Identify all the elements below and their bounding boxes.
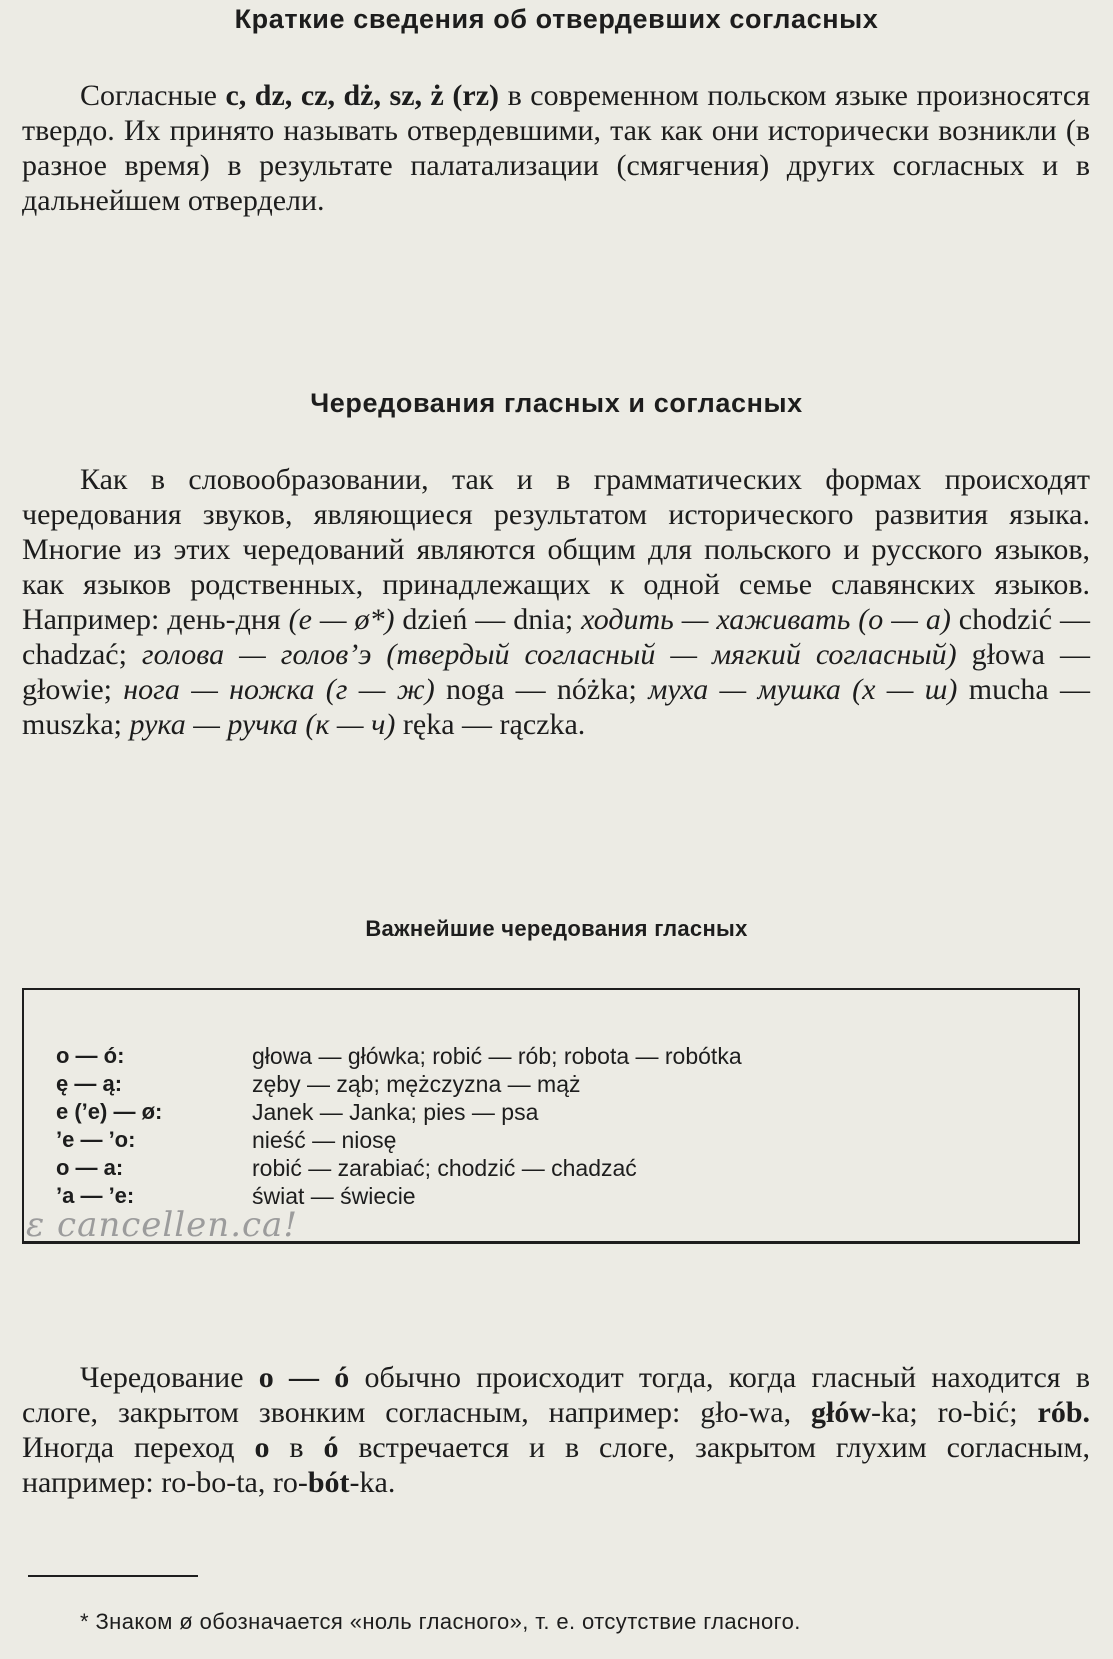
- emphasis: rób.: [1037, 1396, 1091, 1429]
- text-run: обычно происходит тогда, когда гласный находится в слоге, закрытом звонким согласным, например: gło-wa,: [22, 1361, 1090, 1429]
- polish-example: głowa — głowie;: [22, 638, 1090, 706]
- emphasis: bót: [307, 1466, 350, 1499]
- emphasis: o — ó: [258, 1361, 350, 1394]
- alternation-examples: robić — zarabiać; chodzić — chadzać: [252, 1155, 637, 1181]
- alternation-examples: zęby — ząb; mężczyzna — mąż: [252, 1071, 581, 1097]
- emphasis: ó: [323, 1431, 339, 1464]
- text-run: Иногда переход: [22, 1431, 255, 1464]
- emphasis: o: [254, 1431, 270, 1464]
- text-run: Чередование: [80, 1361, 259, 1394]
- alternation-key: o — ó:: [56, 1043, 125, 1068]
- text-run: -ka.: [349, 1466, 396, 1499]
- polish-example: dzień — dnia;: [394, 603, 582, 636]
- table-title: Важнейшие чередования гласных: [365, 916, 748, 941]
- text-run: Как в словообразовании, так и в грамматических формах происходят чередования звуков, являющиеся результатом исторического развития языка. Многие из этих чередований являются общим для польского и русского языков, как языков родственных, принадлежащих к одной семье славянских языков. Например: день-дня: [22, 463, 1090, 636]
- consonant-list: c, dz, cz, dż, sz, ż (rz): [225, 79, 500, 112]
- paragraph-alternations: [22, 462, 1090, 742]
- alternation-key: ę — ą:: [56, 1071, 123, 1096]
- footnote-divider: [28, 1575, 198, 1577]
- polish-example: mucha — muszka;: [22, 673, 1091, 741]
- alternation-examples: świat — świecie: [252, 1183, 416, 1209]
- alternation-key: ’e — ’o:: [56, 1127, 136, 1152]
- text-run: -ka; ro-bić;: [871, 1396, 1038, 1429]
- emphasis: głów: [811, 1396, 872, 1429]
- alternation-note: (е — ø*): [288, 603, 395, 636]
- text-run: встречается и в слоге, закрытом глухим согласным, например: ro-bo-ta, ro-: [22, 1431, 1091, 1499]
- polish-example: noga — nóżka;: [434, 673, 649, 706]
- russian-example: ходить — хаживать (о — а): [581, 603, 951, 636]
- alternation-examples: Janek — Janka; pies — psa: [252, 1099, 539, 1125]
- russian-example: нога — ножка (г — ж): [123, 673, 435, 706]
- russian-example: рука — ручка (к — ч): [129, 708, 396, 741]
- paragraph-o-o-alternation: [22, 1360, 1090, 1500]
- handwritten-pencil-note: ε cancellen.ca!: [26, 1205, 298, 1245]
- alternation-key: ’a — ’e:: [56, 1183, 135, 1208]
- text-run: в современном польском языке произносятся твердо. Их принято называть отвердевшими, так как они исторически возникли (в разное время) в результате палатализации (смягчения) других согласных и в дальнейшем отвердели.: [22, 79, 1090, 217]
- russian-example: муха — мушка (х — ш): [648, 673, 958, 706]
- section-heading-hardened-consonants: Краткие сведения об отвердевших согласных: [234, 4, 879, 34]
- alternation-key: e (’e) — ø:: [56, 1099, 163, 1124]
- paragraph-hardened-consonants: [22, 78, 1090, 218]
- russian-example: голова — голов’э (твердый согласный — мягкий согласный): [141, 638, 957, 671]
- polish-example: ręka — rączka.: [395, 708, 586, 741]
- alternation-examples: nieść — niosę: [252, 1127, 397, 1153]
- polish-example: chodzić — chadzać;: [22, 603, 1090, 671]
- alternation-examples: głowa — główka; robić — rób; robota — robótka: [252, 1043, 742, 1069]
- alternation-key: o — a:: [56, 1155, 124, 1180]
- text-run: Согласные: [80, 79, 226, 112]
- section-heading-alternations: Чередования гласных и согласных: [310, 388, 803, 418]
- footnote: * Знаком ø обозначается «ноль гласного», т. е. отсутствие гласного.: [80, 1609, 801, 1634]
- text-run: в: [269, 1431, 324, 1464]
